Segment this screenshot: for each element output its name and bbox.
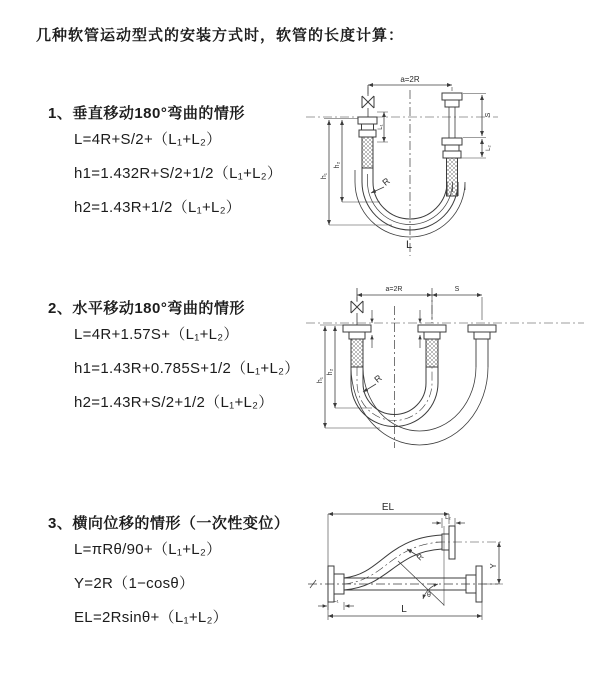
formula-line: h1=1.432R+S/2+1/2（L₁+L₂） (74, 165, 283, 182)
radius-label: R (415, 552, 426, 563)
dim-label-h1: h₁ (321, 172, 328, 180)
section-2 (48, 297, 300, 420)
dim-label-l1: L₁ (378, 124, 384, 130)
valve-icon (362, 85, 374, 117)
dim-label-h2: h₂ (334, 161, 341, 169)
radius-label: R (372, 372, 384, 385)
section-1-heading: 1、垂直移动180°弯曲的情形 (48, 105, 245, 122)
dim-label-h2: h₂ (327, 368, 334, 376)
radius-label: R (380, 175, 392, 188)
length-label: L (405, 239, 413, 251)
section-1 (48, 102, 282, 225)
dim-label-s: S (485, 112, 492, 118)
formula-line: L=πRθ/90+（L₁+L₂） (74, 541, 222, 558)
diagram-vertical-180-bend (300, 70, 580, 260)
dim-label-l2: L₂ (486, 145, 492, 151)
dim-label-l1: L₁ (333, 598, 339, 604)
dim-label-h1: h₁ (317, 376, 324, 384)
page-title: 几种软管运动型式的安装方式时，软管的长度计算： (36, 27, 405, 44)
dim-label-el: EL (381, 502, 395, 513)
diagram-lateral-displacement (298, 498, 598, 650)
dim-label-l2: L₂ (445, 515, 451, 521)
section-2-heading: 2、水平移动180°弯曲的情形 (48, 300, 245, 317)
angle-label: θ (427, 592, 431, 599)
formula-line: L=4R+1.57S+（L₁+L₂） (74, 326, 239, 343)
formula-line: h2=1.43R+1/2（L₁+L₂） (74, 199, 242, 216)
formula-line: Y=2R（1−cosθ） (74, 575, 195, 592)
section-3 (48, 512, 289, 635)
section-3-heading: 3、横向位移的情形（一次性变位） (48, 515, 290, 532)
hose-u-drawing (306, 85, 498, 256)
dim-label-y: Y (489, 563, 498, 569)
formula-line: EL=2Rsinθ+（L₁+L₂） (74, 609, 228, 626)
diagram-horizontal-180-bend (300, 280, 590, 460)
hose-u-drawing (306, 288, 584, 448)
formula-line: h2=1.43R+S/2+1/2（L₁+L₂） (74, 394, 274, 411)
valve-icon (351, 288, 363, 325)
formula-line: L=4R+S/2+（L₁+L₂） (74, 131, 222, 148)
dim-label-a2r: a=2R (400, 75, 420, 84)
length-label: L (401, 604, 407, 615)
dim-label-s: S (454, 286, 460, 293)
dim-label-a2r: a=2R (385, 286, 403, 293)
formula-line: h1=1.43R+0.785S+1/2（L₁+L₂） (74, 360, 300, 377)
